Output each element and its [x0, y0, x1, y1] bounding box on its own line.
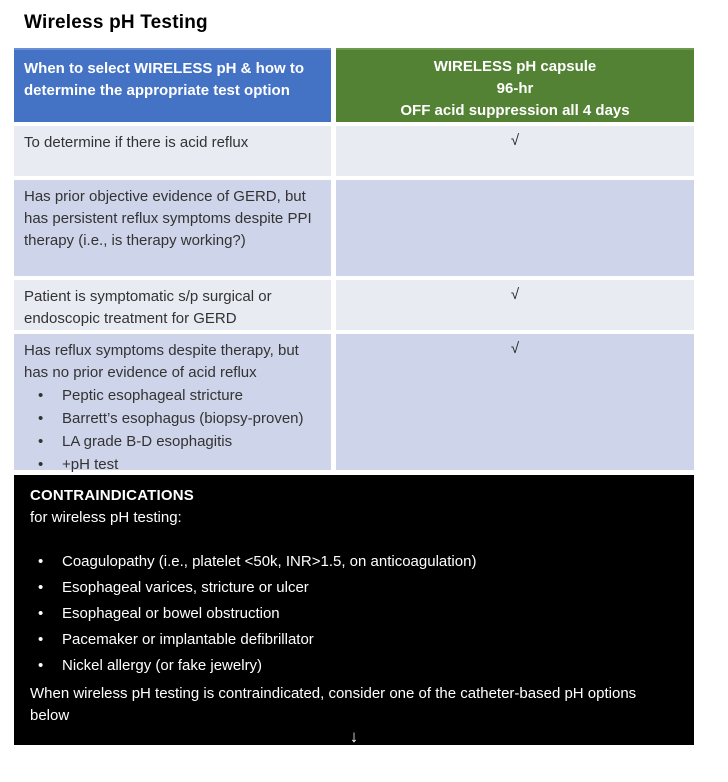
header-line-suppression: OFF acid suppression all 4 days — [400, 102, 630, 119]
check-mark: √ — [336, 280, 694, 330]
table-row-acid-reflux — [14, 126, 694, 176]
decision-table — [14, 48, 694, 474]
contraindications-heading: CONTRAINDICATIONS — [30, 487, 194, 504]
row-text: Patient is symptomatic s/p surgical or endoscopic treatment for GERD — [14, 280, 331, 330]
contraindication-item: • Pacemaker or implantable defibrillator — [30, 627, 678, 653]
header-cell-wireless-capsule — [336, 48, 694, 122]
table-row-no-prior-evidence — [14, 334, 694, 473]
contraindications-subheading: for wireless pH testing: — [30, 509, 182, 526]
row-text-with-bullets — [14, 334, 331, 473]
contraindication-item: • Esophageal or bowel obstruction — [30, 601, 678, 627]
spacer — [30, 529, 678, 549]
header-line-duration: 96-hr — [496, 80, 534, 97]
contraindication-item: • Coagulopathy (i.e., platelet <50k, INR>1.5, on anticoagulation) — [30, 549, 678, 575]
contraindication-item: • Nickel allergy (or fake jewelry) — [30, 653, 678, 679]
check-mark: √ — [336, 334, 694, 470]
down-arrow-icon: ↓ — [349, 727, 359, 746]
bullet-item: • Barrett’s esophagus (biopsy-proven) — [24, 407, 323, 430]
check-mark: √ — [336, 126, 694, 176]
contraindications-panel — [14, 475, 694, 745]
bullet-item: • +pH test — [24, 453, 323, 476]
check-mark — [336, 180, 694, 276]
row-text: Has reflux symptoms despite therapy, but has no prior evidence of acid reflux — [24, 342, 299, 381]
table-header-row — [14, 48, 694, 122]
table-row-post-treatment — [14, 280, 694, 330]
header-cell-when-to-select: When to select WIRELESS pH & how to determine the appropriate test option — [14, 48, 331, 122]
table-row-prior-gerd-evidence — [14, 180, 694, 276]
row-text: To determine if there is acid reflux — [14, 126, 331, 176]
contraindications-note: When wireless pH testing is contraindicated, consider one of the catheter-based pH options below — [30, 685, 637, 724]
bullet-item: • LA grade B-D esophagitis — [24, 430, 323, 453]
row-text: Has prior objective evidence of GERD, but has persistent reflux symptoms despite PPI therapy (i.e., is therapy working?) — [14, 180, 331, 276]
header-line-capsule: WIRELESS pH capsule — [433, 58, 597, 75]
bullet-item: • Peptic esophageal stricture — [24, 384, 323, 407]
contraindication-item: • Esophageal varices, stricture or ulcer — [30, 575, 678, 601]
page-title: Wireless pH Testing — [24, 12, 208, 33]
